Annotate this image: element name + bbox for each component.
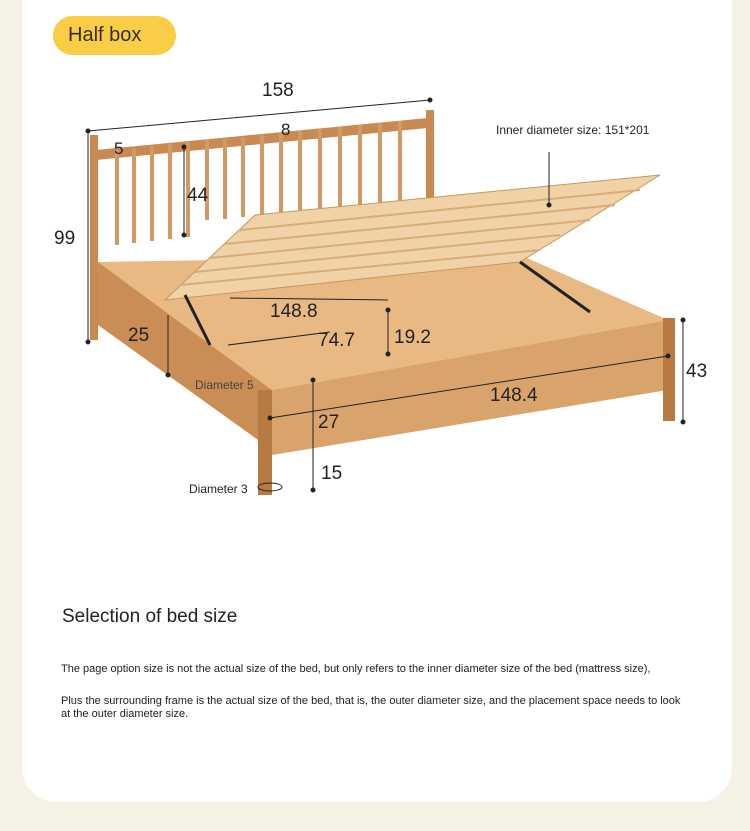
dim-headboard-rail: 8 [281,120,291,139]
dim-box-half: 74.7 [318,330,355,351]
dim-box-width: 148.8 [270,301,318,322]
dim-inner-diameter: Inner diameter size: 151*201 [496,123,650,137]
dim-leg-clearance: 15 [321,463,343,484]
dim-width-top: 158 [262,80,294,101]
half-box-badge: Half box [53,16,176,55]
dim-leg-diameter-5: Diameter 5 [195,378,254,392]
dim-slat-height: 44 [187,185,209,206]
dim-side-height: 25 [128,325,150,346]
note-outer-size: Plus the surrounding frame is the actual size of the bed, that is, the outer diameter size, and the placement space needs to look at the outer diameter size. [61,695,681,720]
section-title: Selection of bed size [62,606,238,627]
dim-foot-height: 43 [686,361,708,382]
note-inner-size: The page option size is not the actual size of the bed, but only refers to the inner diameter size of the bed (mattress size), [61,663,651,675]
dim-leg-diameter-3: Diameter 3 [189,482,248,496]
dim-rail-height: 27 [318,412,340,433]
dim-slat-gap: 5 [114,139,124,158]
dim-total-height: 99 [54,228,76,249]
dim-box-depth: 19.2 [394,327,431,348]
dim-front-width: 148.4 [490,385,538,406]
